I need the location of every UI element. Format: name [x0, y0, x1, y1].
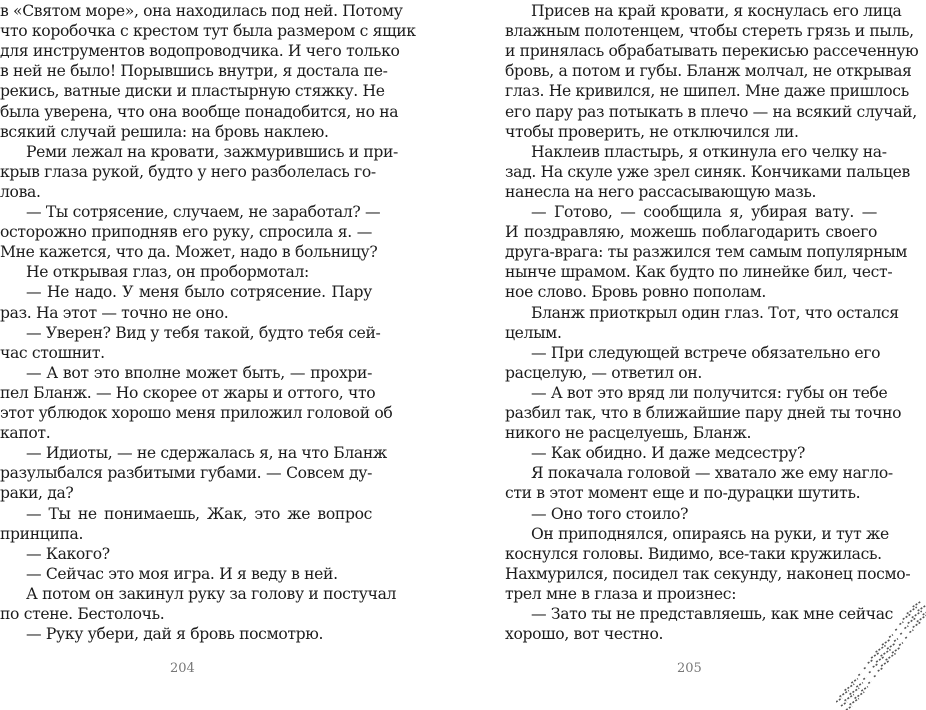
- text-line: капот.: [0, 424, 51, 443]
- text-line: — Идиоты, — не сдержалась я, на что Бланж: [26, 444, 387, 463]
- text-line: пел Бланж. — Но скорее от жары и оттого, что: [0, 383, 376, 402]
- text-line: И поздравляю, можешь поблагодарить своего: [505, 223, 877, 242]
- text-line: час стошнит.: [0, 343, 105, 362]
- text-line: целым.: [505, 323, 562, 342]
- text-line: нынче шрамом. Как будто по линейке бил, чест-: [505, 263, 893, 282]
- text-line: — Как обидно. И даже медсестру?: [531, 444, 806, 463]
- text-line: хорошо, вот честно.: [505, 625, 664, 644]
- text-line: — Ты сотрясение, случаем, не заработал? —: [26, 203, 381, 221]
- text-line: осторожно приподняв его руку, спросила я. —: [0, 223, 372, 242]
- text-line: зад. На скуле уже зрел синяк. Кончиками пальцев: [505, 162, 910, 181]
- text-line: что коробочка с крестом тут была размером с ящик: [0, 22, 416, 41]
- text-line: коснулся головы. Видимо, все-таки кружилась.: [505, 544, 882, 563]
- text-line: раз. На этот — точно не оно.: [0, 303, 229, 322]
- text-line: и принялась обрабатывать перекисью рассеченную: [505, 42, 919, 61]
- text-line: Он приподнялся, опираясь на руки, и тут же: [531, 524, 889, 543]
- text-line: Присев на край кровати, я коснулась его лица: [531, 2, 902, 20]
- text-line: — Готово, — сообщила я, убирая вату. —: [531, 203, 877, 221]
- text-line: его пару раз потыкать в плечо — на всякий случай,: [505, 102, 917, 121]
- text-line: расцелую, — ответил он.: [505, 363, 702, 382]
- text-line: — Зато ты не представляешь, как мне сейчас: [531, 605, 894, 623]
- text-line: Не открывая глаз, он пробормотал:: [26, 263, 309, 282]
- text-line: Наклеив пластырь, я откинула его челку на-: [531, 142, 887, 161]
- text-line: никого не расцелуешь, Бланж.: [505, 424, 752, 443]
- text-line: — Ты не понимаешь, Жак, это же вопрос: [26, 504, 372, 523]
- text-line: — Оно того стоило?: [531, 504, 689, 523]
- text-line: в «Святом море», она находилась под ней. Потому: [0, 2, 403, 20]
- text-line: Мне кажется, что да. Может, надо в больницу?: [0, 243, 378, 262]
- text-line: — А вот это вполне может быть, — прохри-: [26, 363, 372, 382]
- text-line: Я покачала головой — хватало же ему нагло-: [531, 464, 893, 483]
- text-line: глаз. Не кривился, не шипел. Мне даже пришлось: [505, 82, 909, 101]
- text-line: — А вот это вряд ли получится: губы он тебе: [531, 383, 888, 402]
- text-line: для инструментов водопроводчика. И чего только: [0, 42, 400, 61]
- page-number-left: 204: [170, 661, 195, 676]
- text-line: А потом он закинул руку за голову и постучал: [26, 584, 397, 603]
- page-number-right: 205: [677, 661, 702, 676]
- text-line: — Руку убери, дай я бровь посмотрю.: [26, 625, 324, 644]
- text-line: разулыбался разбитыми губами. — Совсем ду-: [0, 464, 372, 483]
- text-line: Реми лежал на кровати, зажмурившись и при-: [26, 142, 398, 161]
- text-line: Нахмурился, посидел так секунду, наконец посмо-: [505, 564, 911, 583]
- text-line: — Не надо. У меня было сотрясение. Пару: [26, 283, 372, 302]
- text-line: сти в этот момент еще и по-дурацки шутить.: [505, 484, 861, 503]
- text-line: влажным полотенцем, чтобы стереть грязь и пыль,: [505, 22, 914, 41]
- text-line: — При следующей встрече обязательно его: [531, 343, 881, 362]
- text-line: принципа.: [0, 524, 84, 543]
- text-line: бровь, а потом и губы. Бланж молчал, не открывая: [505, 62, 912, 81]
- tire-track-icon: [836, 600, 926, 710]
- text-line: лова.: [0, 182, 41, 201]
- text-line: рекись, ватные диски и пластырную стяжку. Не: [0, 82, 385, 101]
- text-line: была уверена, что она вообще понадобится, но на: [0, 102, 399, 121]
- text-line: — Какого?: [26, 544, 110, 563]
- text-line: друга-врага: ты разжился тем самым популярным: [505, 243, 908, 262]
- text-line: в ней не было! Порывшись внутри, я достала пе-: [0, 62, 388, 81]
- text-line: ное слово. Бровь ровно пополам.: [505, 283, 767, 302]
- text-line: по стене. Бестолочь.: [0, 605, 165, 623]
- text-line: Бланж приоткрыл один глаз. Тот, что остался: [531, 303, 899, 322]
- text-line: всякий случай решила: на бровь наклею.: [0, 122, 329, 141]
- text-line: разбил так, что в ближайшие пару дней ты точно: [505, 404, 902, 422]
- text-line: — Уверен? Вид у тебя такой, будто тебя сей-: [26, 323, 381, 342]
- text-line: трел мне в глаза и произнес:: [505, 584, 737, 603]
- text-line: нанесла на него рассасывающую мазь.: [505, 182, 817, 201]
- text-line: крыв глаза рукой, будто у него разболелась го-: [0, 162, 376, 181]
- text-line: чтобы проверить, не отключился ли.: [505, 122, 799, 141]
- text-line: — Сейчас это моя игра. И я веду в ней.: [26, 564, 338, 583]
- text-line: раки, да?: [0, 484, 74, 503]
- text-line: этот ублюдок хорошо меня приложил головой об: [0, 404, 393, 422]
